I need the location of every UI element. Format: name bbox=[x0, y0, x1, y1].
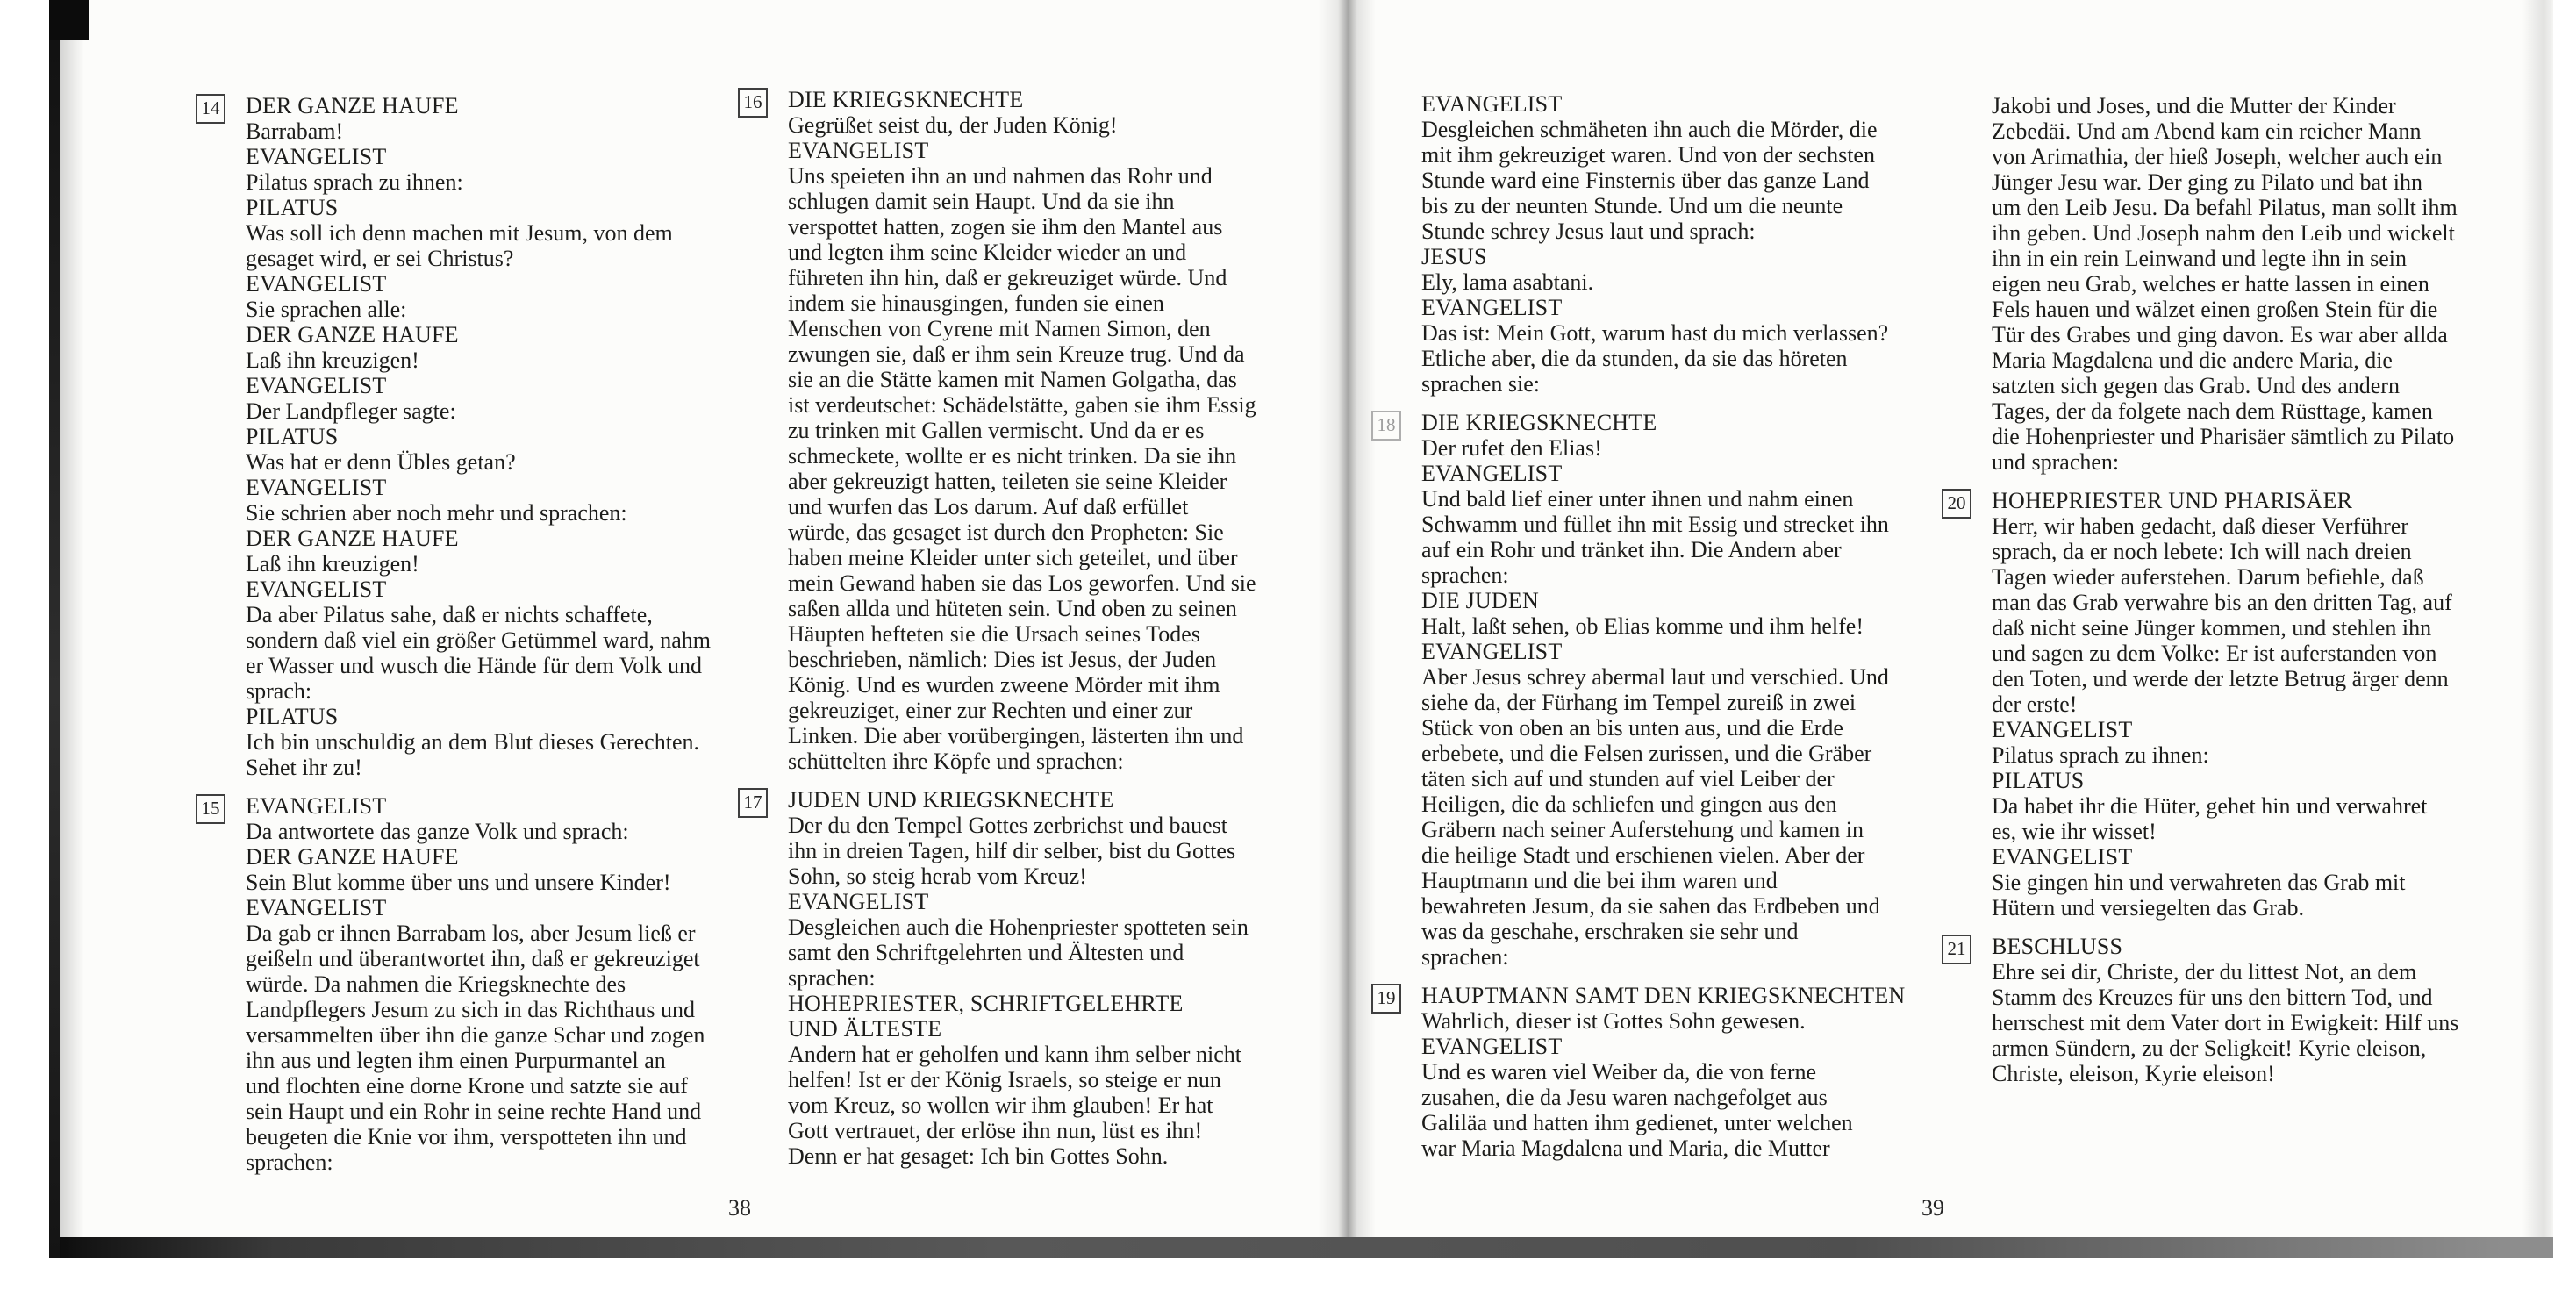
speaker-label: DER GANZE HAUFE bbox=[246, 526, 459, 551]
text-line: Desgleichen schmäheten ihn auch die Mörder, die bbox=[1421, 117, 1878, 142]
text-line: war Maria Magdalena und Maria, die Mutter bbox=[1421, 1135, 1830, 1161]
speaker-label: EVANGELIST bbox=[246, 144, 387, 169]
text-line: Jünger Jesu war. Der ging zu Pilato und bat ihn bbox=[1992, 169, 2423, 195]
text-column-right bbox=[1947, 93, 2544, 1086]
cue-block bbox=[1377, 410, 1965, 461]
text-line: bewahreten Jesum, da sie sahen das Erdbeben und bbox=[1421, 893, 1880, 919]
text-line: Maria Magdalena und die andere Maria, die bbox=[1992, 347, 2393, 373]
text-line: gekreuziget, einer zur Rechten und einer zur bbox=[788, 698, 1193, 723]
text-line: Landpflegers Jesum zu sich in das Richthaus und bbox=[246, 997, 695, 1022]
text-line: Ehre sei dir, Christe, der du littest Not, an dem bbox=[1992, 959, 2417, 985]
text-line: Was hat er denn Übles getan? bbox=[246, 449, 516, 475]
text-line: Ely, lama asabtani. bbox=[1421, 269, 1594, 295]
text-line: Galiläa und hatten ihm gedienet, unter welchen bbox=[1421, 1110, 1853, 1135]
text-line: würde. Da nahmen die Kriegsknechte des bbox=[246, 971, 626, 997]
speaker-label: PILATUS bbox=[246, 424, 339, 449]
section-number-box: 21 bbox=[1942, 935, 1971, 964]
text-line: Tages, der da folgete nach dem Rüsttage, kamen bbox=[1992, 398, 2433, 424]
text-line: ihn in ein rein Leinwand und legte ihn in sein bbox=[1992, 246, 2407, 271]
text-line: Laß ihn kreuzigen! bbox=[246, 347, 419, 373]
text-line: er Wasser und wusch die Hände für dem Volk und bbox=[246, 653, 702, 678]
text-line: Laß ihn kreuzigen! bbox=[246, 551, 419, 577]
text-line: Das ist: Mein Gott, warum hast du mich verlassen? bbox=[1421, 320, 1889, 346]
text-line: Sein Blut komme über uns und unsere Kinder! bbox=[246, 870, 671, 895]
cue-block bbox=[1421, 244, 1965, 295]
text-line: erbebete, und die Felsen zurissen, und die Gräber bbox=[1421, 741, 1872, 766]
text-line: um den Leib Jesu. Da befahl Pilatus, man sollt ihm bbox=[1992, 195, 2458, 220]
text-line: versammelten über ihn die ganze Schar und zogen bbox=[246, 1022, 705, 1048]
text-line: Was soll ich denn machen mit Jesum, von dem bbox=[246, 220, 673, 246]
text-line: zu trinken mit Gallen vermischt. Und da er es bbox=[788, 418, 1205, 443]
text-line: Und bald lief einer unter ihnen und nahm einen bbox=[1421, 486, 1854, 512]
text-line: mein Gewand haben sie das Los geworfen. Und sie bbox=[788, 570, 1256, 596]
speaker-label: DER GANZE HAUFE bbox=[246, 322, 459, 347]
text-line: Denn er hat gesaget: Ich bin Gottes Sohn. bbox=[788, 1143, 1169, 1169]
text-line: Sie sprachen alle: bbox=[246, 297, 407, 322]
text-line: Andern hat er geholfen und kann ihm selber nicht bbox=[788, 1042, 1241, 1067]
page-number: 38 bbox=[728, 1195, 751, 1221]
text-line: herrschest mit dem Vater dort in Ewigkeit: Hilf uns bbox=[1992, 1010, 2459, 1035]
text-line: würde, das gesaget ist durch den Propheten: Sie bbox=[788, 519, 1224, 545]
text-line: und sprachen: bbox=[1992, 449, 2120, 475]
speaker-label: JESUS bbox=[1421, 244, 1487, 269]
cue-block bbox=[1992, 93, 2544, 475]
text-line: Stück von oben an bis unten aus, und die Erde bbox=[1421, 715, 1843, 741]
text-line: Uns speieten ihn an und nahmen das Rohr und bbox=[788, 163, 1213, 189]
text-line: Linken. Die aber vorübergingen, lästerten ihn und bbox=[788, 723, 1244, 749]
text-line: Der Landpfleger sagte: bbox=[246, 398, 456, 424]
cue-block bbox=[1421, 639, 1965, 970]
text-line: sie an die Stätte kamen mit Namen Golgatha, das bbox=[788, 367, 1237, 392]
speaker-label: PILATUS bbox=[246, 195, 339, 220]
text-line: sprachen: bbox=[788, 965, 876, 991]
speaker-label: PILATUS bbox=[1992, 768, 2085, 793]
speaker-label: EVANGELIST bbox=[246, 271, 387, 297]
text-line: und legten ihm seine Kleider wieder an und bbox=[788, 240, 1187, 265]
speaker-label: HOHEPRIESTER UND PHARISÄER bbox=[1992, 488, 2353, 513]
text-line: helfen! Ist er der König Israels, so steige er nun bbox=[788, 1067, 1221, 1092]
text-line: Jakobi und Joses, und die Mutter der Kinder bbox=[1992, 93, 2396, 118]
text-line: Pilatus sprach zu ihnen: bbox=[246, 169, 463, 195]
text-line: schlugen damit sein Haupt. Und da sie ihn bbox=[788, 189, 1175, 214]
speaker-label: HOHEPRIESTER, SCHRIFTGELEHRTE bbox=[788, 991, 1184, 1016]
section-number-box: 15 bbox=[196, 794, 225, 824]
text-line: Sehet ihr zu! bbox=[246, 755, 362, 780]
speaker-label: DER GANZE HAUFE bbox=[246, 844, 459, 870]
section-number-box: 16 bbox=[738, 88, 768, 118]
text-line: Etliche aber, die da stunden, da sie das höreten bbox=[1421, 346, 1848, 371]
text-line: ist verdeutschet: Schädelstätte, gaben sie ihm Essig bbox=[788, 392, 1256, 418]
cue-block bbox=[1992, 768, 2544, 844]
text-line: Da aber Pilatus sahe, daß er nichts schaffete, bbox=[246, 602, 653, 627]
text-line: armen Sündern, zu der Seligkeit! Kyrie eleison, bbox=[1992, 1035, 2427, 1061]
text-line: mit ihm gekreuziget waren. Und von der sechsten bbox=[1421, 142, 1875, 168]
text-line: bis zu der neunten Stunde. Und um die neunte bbox=[1421, 193, 1843, 218]
text-line: Gegrüßet seist du, der Juden König! bbox=[788, 112, 1118, 138]
text-line: zwungen sie, daß er ihm sein Kreuze trug. Und da bbox=[788, 341, 1245, 367]
text-line: schüttelten ihre Köpfe und sprachen: bbox=[788, 749, 1124, 774]
speaker-label: EVANGELIST bbox=[788, 138, 929, 163]
text-line: Da antwortete das ganze Volk und sprach: bbox=[246, 819, 629, 844]
text-line: man das Grab verwahre bis an den dritten Tag, auf bbox=[1992, 590, 2452, 615]
speaker-label: EVANGELIST bbox=[246, 577, 387, 602]
text-line: satzten sich gegen das Grab. Und des andern bbox=[1992, 373, 2400, 398]
text-line: Fels hauen und wälzet einen großen Stein für die bbox=[1992, 297, 2438, 322]
text-line: Schwamm und füllet ihn mit Essig und strecket ihn bbox=[1421, 512, 1889, 537]
speaker-label: EVANGELIST bbox=[1421, 639, 1563, 664]
text-line: verspottet hatten, zogen sie ihm den Mantel aus bbox=[788, 214, 1223, 240]
text-line: sein Haupt und ein Rohr in seine rechte Hand und bbox=[246, 1099, 702, 1124]
text-line: Hütern und versiegelten das Grab. bbox=[1992, 895, 2304, 921]
speaker-label: DIE KRIEGSKNECHTE bbox=[1421, 410, 1657, 435]
text-line: Menschen von Cyrene mit Namen Simon, den bbox=[788, 316, 1211, 341]
speaker-label: EVANGELIST bbox=[246, 475, 387, 500]
speaker-label: HAUPTMANN SAMT DEN KRIEGSKNECHTEN bbox=[1421, 983, 1906, 1008]
text-line: die Hohenpriester und Pharisäer sämtlich zu Pilato bbox=[1992, 424, 2455, 449]
text-line: Christe, eleison, Kyrie eleison! bbox=[1992, 1061, 2275, 1086]
text-line: und wurfen das Los darum. Auf daß erfüllet bbox=[788, 494, 1189, 519]
text-line: Zebedäi. Und am Abend kam ein reicher Mann bbox=[1992, 118, 2422, 144]
text-line: sprachen: bbox=[1421, 944, 1509, 970]
text-line: sondern daß viel ein größer Getümmel ward, nahm bbox=[246, 627, 711, 653]
text-line: Gräbern nach seiner Auferstehung und kamen in bbox=[1421, 817, 1864, 842]
speaker-label: DER GANZE HAUFE bbox=[246, 93, 459, 118]
speaker-label: EVANGELIST bbox=[788, 889, 929, 914]
speaker-label: EVANGELIST bbox=[1421, 1034, 1563, 1059]
speaker-label: EVANGELIST bbox=[1992, 717, 2133, 742]
text-line: Häupten hefteten sie die Ursach seines Todes bbox=[788, 621, 1200, 647]
text-line: Halt, laßt sehen, ob Elias komme und ihm helfe! bbox=[1421, 613, 1864, 639]
speaker-label: EVANGELIST bbox=[246, 793, 387, 819]
text-line: beschrieben, nämlich: Dies ist Jesus, der Juden bbox=[788, 647, 1217, 672]
speaker-label: PILATUS bbox=[246, 704, 339, 729]
text-line: indem sie hinausgingen, funden sie einen bbox=[788, 290, 1164, 316]
section-number-box: 20 bbox=[1942, 489, 1971, 519]
cue-block bbox=[1947, 488, 2544, 717]
text-line: gesaget wird, er sei Christus? bbox=[246, 246, 514, 271]
page-number: 39 bbox=[1921, 1195, 1944, 1221]
text-line: siehe da, der Fürhang im Tempel zureiß in zwei bbox=[1421, 690, 1857, 715]
text-line: Ich bin unschuldig an dem Blut dieses Gerechten. bbox=[246, 729, 699, 755]
text-line: sprach: bbox=[246, 678, 312, 704]
speaker-label: EVANGELIST bbox=[1421, 295, 1563, 320]
text-line: Wahrlich, dieser ist Gottes Sohn gewesen. bbox=[1421, 1008, 1806, 1034]
speaker-label: JUDEN UND KRIEGSKNECHTE bbox=[788, 787, 1114, 813]
text-line: Pilatus sprach zu ihnen: bbox=[1992, 742, 2209, 768]
text-line: sprach, da er noch lebete: Ich will nach dreien bbox=[1992, 539, 2412, 564]
cue-block bbox=[1421, 91, 1965, 244]
text-line: und flochten eine dorne Krone und satzte sie auf bbox=[246, 1073, 688, 1099]
text-line: König. Und es wurden zweene Mörder mit ihm bbox=[788, 672, 1220, 698]
text-line: Stunde ward eine Finsternis über das ganze Land bbox=[1421, 168, 1870, 193]
text-line: Stamm des Kreuzes für uns den bittern Tod, und bbox=[1992, 985, 2433, 1010]
text-line: Herr, wir haben gedacht, daß dieser Verführer bbox=[1992, 513, 2408, 539]
text-line: Aber Jesus schrey abermal laut und verschied. Und bbox=[1421, 664, 1889, 690]
text-line: Heiligen, die da schliefen und gingen aus den bbox=[1421, 792, 1837, 817]
text-line: Tür des Grabes und ging davon. Es war aber allda bbox=[1992, 322, 2448, 347]
text-line: geißeln und überantwortet ihn, daß er gekreuziget bbox=[246, 946, 700, 971]
text-line: schmeckete, wollte er es nicht trinken. Da sie ihn bbox=[788, 443, 1237, 469]
text-line: was da geschahe, erschraken sie sehr und bbox=[1421, 919, 1799, 944]
text-line: ihn geben. Und Joseph nahm den Leib und wickelt bbox=[1992, 220, 2455, 246]
text-line: ihn in dreien Tagen, hilf dir selber, bist du Gottes bbox=[788, 838, 1236, 863]
text-column-left bbox=[1377, 91, 1965, 1161]
speaker-label: EVANGELIST bbox=[246, 373, 387, 398]
text-line: Da habet ihr die Hüter, gehet hin und verwahret bbox=[1992, 793, 2428, 819]
text-line: sprachen sie: bbox=[1421, 371, 1541, 397]
text-line: Hauptmann und die bei ihm waren und bbox=[1421, 868, 1778, 893]
text-line: den Toten, und werde der letzte Betrug ärger denn bbox=[1992, 666, 2449, 691]
text-line: Und es waren viel Weiber da, die von ferne bbox=[1421, 1059, 1817, 1085]
section-number-box: 14 bbox=[196, 94, 225, 124]
text-line: Barrabam! bbox=[246, 118, 344, 144]
speaker-label: DIE KRIEGSKNECHTE bbox=[788, 87, 1024, 112]
cue-block bbox=[1421, 588, 1965, 639]
text-line: der erste! bbox=[1992, 691, 2078, 717]
text-line: sprachen: bbox=[246, 1150, 333, 1175]
text-line: zusahen, die da Jesu waren nachgefolget aus bbox=[1421, 1085, 1828, 1110]
speaker-label: EVANGELIST bbox=[1992, 844, 2133, 870]
speaker-label: UND ÄLTESTE bbox=[788, 1016, 942, 1042]
text-line: daß nicht seine Jünger kommen, und stehlen ihn bbox=[1992, 615, 2432, 641]
text-line: aber gekreuzigt hatten, teileten sie seine Kleider bbox=[788, 469, 1227, 494]
text-line: eigen neu Grab, welches er hatte lassen in einen bbox=[1992, 271, 2429, 297]
speaker-label: DIE JUDEN bbox=[1421, 588, 1539, 613]
text-line: Gott vertrauet, der erlöse ihn nun, lüst es ihn! bbox=[788, 1118, 1203, 1143]
text-line: Der du den Tempel Gottes zerbrichst und bauest bbox=[788, 813, 1227, 838]
text-line: saßen allda und hüteten sein. Und oben zu seinen bbox=[788, 596, 1237, 621]
speaker-label: EVANGELIST bbox=[1421, 91, 1563, 117]
cue-block bbox=[1377, 983, 1965, 1034]
text-line: von Arimathia, der hieß Joseph, welcher auch ein bbox=[1992, 144, 2443, 169]
cue-block bbox=[1992, 717, 2544, 768]
cue-block bbox=[1421, 461, 1965, 588]
cue-block bbox=[1992, 844, 2544, 921]
section-number-box: 17 bbox=[738, 788, 768, 818]
section-number-box: 18 bbox=[1371, 411, 1401, 441]
text-line: führeten ihn hin, daß er gekreuziget würde. Und bbox=[788, 265, 1227, 290]
text-line: täten sich auf und stunden auf viel Leiber der bbox=[1421, 766, 1835, 792]
text-line: samt den Schriftgelehrten und Ältesten und bbox=[788, 940, 1184, 965]
text-line: ihn aus und legten ihm einen Purpurmantel an bbox=[246, 1048, 666, 1073]
speaker-label: EVANGELIST bbox=[246, 895, 387, 921]
cue-block bbox=[1421, 1034, 1965, 1161]
text-line: sprachen: bbox=[1421, 562, 1509, 588]
section-number-box: 19 bbox=[1371, 984, 1401, 1014]
text-line: Sie gingen hin und verwahreten das Grab mit bbox=[1992, 870, 2406, 895]
text-line: Sohn, so steig herab vom Kreuz! bbox=[788, 863, 1087, 889]
text-line: vom Kreuz, so wollen wir ihm glauben! Er hat bbox=[788, 1092, 1213, 1118]
text-line: auf ein Rohr und tränket ihn. Die Andern aber bbox=[1421, 537, 1842, 562]
text-line: die heilige Stadt und erschienen vielen. Aber der bbox=[1421, 842, 1865, 868]
text-line: Stunde schrey Jesus laut und sprach: bbox=[1421, 218, 1756, 244]
speaker-label: EVANGELIST bbox=[1421, 461, 1563, 486]
text-line: haben meine Kleider unter sich geteilet, und über bbox=[788, 545, 1238, 570]
cue-block bbox=[1421, 295, 1965, 397]
text-line: beugeten die Knie vor ihm, verspotteten ihn und bbox=[246, 1124, 687, 1150]
text-line: es, wie ihr wisset! bbox=[1992, 819, 2157, 844]
text-line: Tagen wieder auferstehen. Darum befiehle, daß bbox=[1992, 564, 2424, 590]
speaker-label: BESCHLUSS bbox=[1992, 934, 2123, 959]
text-line: und sagen zu dem Volke: Er ist auferstanden von bbox=[1992, 641, 2437, 666]
text-line: Desgleichen auch die Hohenpriester spotteten sein bbox=[788, 914, 1249, 940]
text-line: Der rufet den Elias! bbox=[1421, 435, 1602, 461]
text-line: Sie schrien aber noch mehr und sprachen: bbox=[246, 500, 627, 526]
cue-block bbox=[1947, 934, 2544, 1086]
text-line: Da gab er ihnen Barrabam los, aber Jesum ließ er bbox=[246, 921, 696, 946]
